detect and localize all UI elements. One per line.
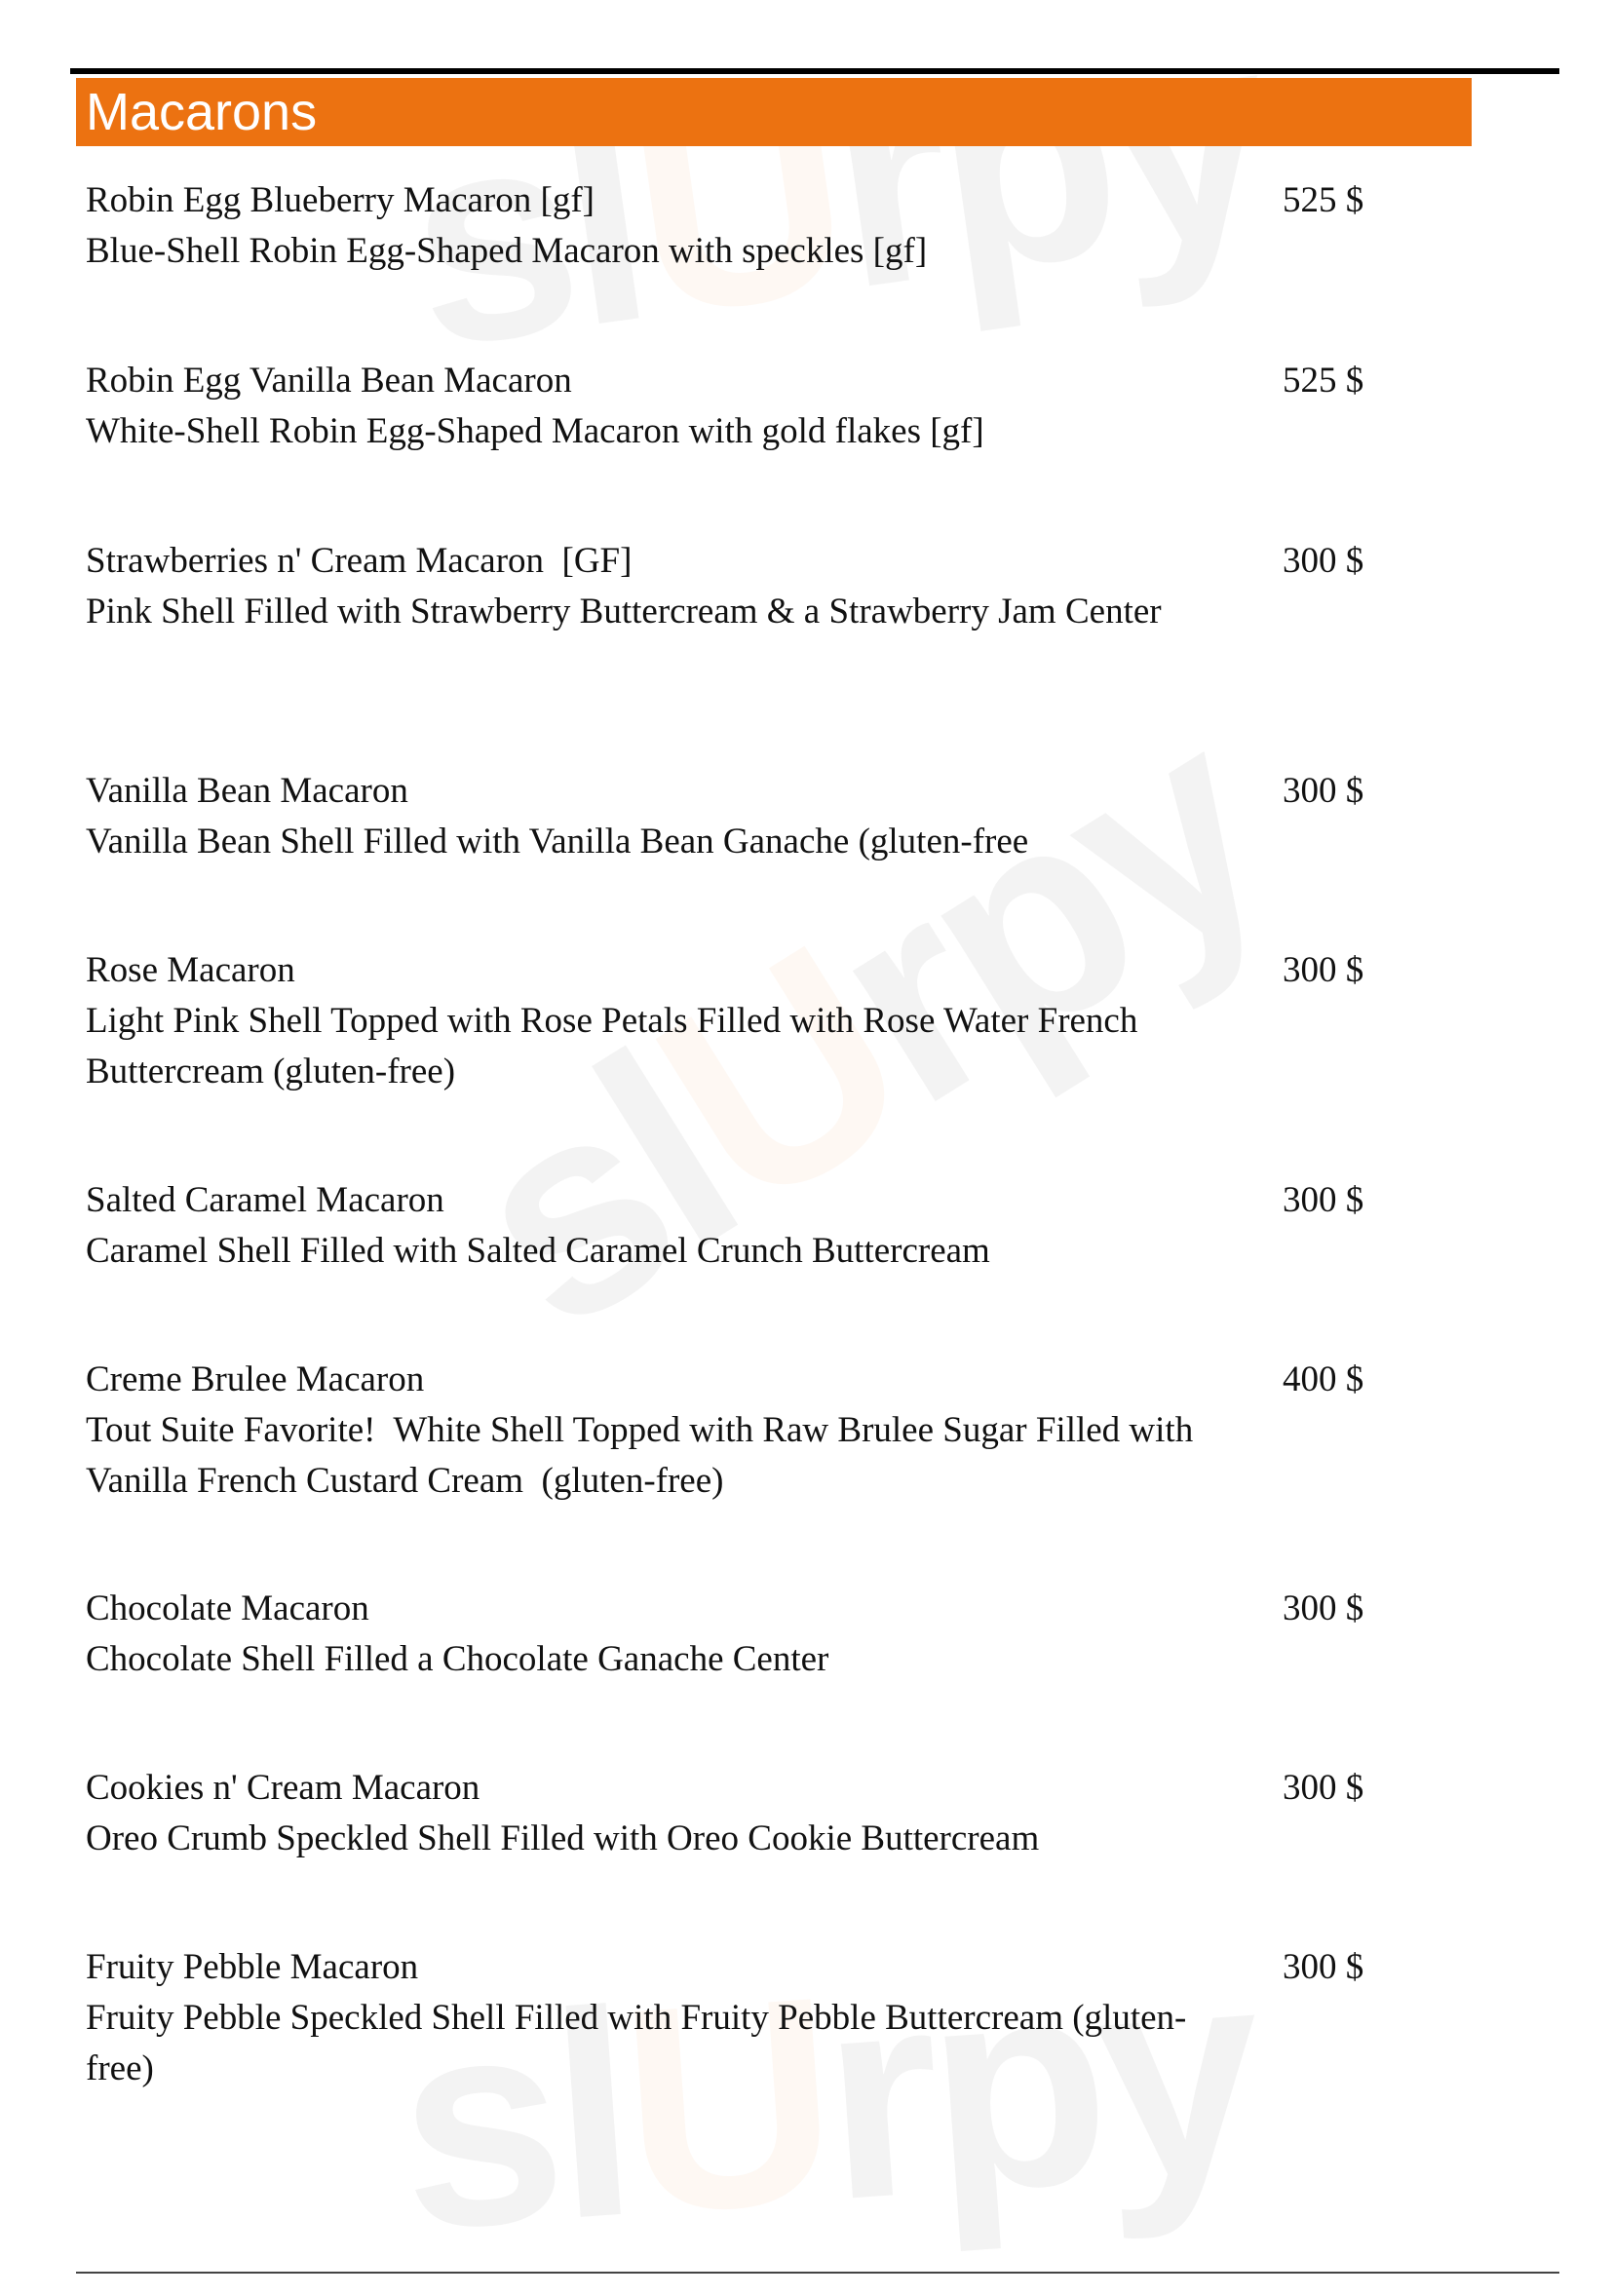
menu-item xyxy=(86,1763,1392,1864)
section-title: Macarons xyxy=(86,83,318,141)
item-price: 300 $ xyxy=(1283,771,1364,811)
menu-item xyxy=(86,1584,1392,1685)
item-name: Cookies n' Cream Macaron xyxy=(86,1768,480,1808)
item-price: 525 $ xyxy=(1283,180,1364,220)
item-description: Tout Suite Favorite! White Shell Topped with Raw Brulee Sugar Filled with Vanilla French Custard Cream (gluten-free) xyxy=(86,1410,1202,1501)
item-price: 300 $ xyxy=(1283,1947,1364,1987)
item-description: Light Pink Shell Topped with Rose Petals Filled with Rose Water French Buttercream (gluten-free) xyxy=(86,1001,1147,1091)
menu-item xyxy=(86,945,1392,1097)
menu-item xyxy=(86,175,1392,277)
item-name: Strawberries n' Cream Macaron [GF] xyxy=(86,541,633,581)
menu-item xyxy=(86,1942,1392,2094)
menu-item xyxy=(86,536,1392,637)
item-name: Vanilla Bean Macaron xyxy=(86,771,408,811)
item-price: 300 $ xyxy=(1283,541,1364,581)
item-price: 300 $ xyxy=(1283,950,1364,990)
item-price: 525 $ xyxy=(1283,361,1364,401)
item-price: 300 $ xyxy=(1283,1180,1364,1220)
item-description: Blue-Shell Robin Egg-Shaped Macaron with speckles [gf] xyxy=(86,231,928,271)
item-description: Chocolate Shell Filled a Chocolate Ganache Center xyxy=(86,1639,829,1679)
item-description: Oreo Crumb Speckled Shell Filled with Oreo Cookie Buttercream xyxy=(86,1818,1040,1858)
item-description: Fruity Pebble Speckled Shell Filled with Fruity Pebble Buttercream (gluten-free) xyxy=(86,1998,1187,2088)
item-name: Robin Egg Vanilla Bean Macaron xyxy=(86,361,572,401)
bottom-divider xyxy=(76,2272,1559,2274)
menu-item xyxy=(86,766,1392,867)
item-description: Vanilla Bean Shell Filled with Vanilla Bean Ganache (gluten-free xyxy=(86,822,1029,861)
item-description: White-Shell Robin Egg-Shaped Macaron with gold flakes [gf] xyxy=(86,411,984,451)
item-price: 300 $ xyxy=(1283,1768,1364,1808)
item-description: Caramel Shell Filled with Salted Caramel Crunch Buttercream xyxy=(86,1231,990,1271)
item-price: 400 $ xyxy=(1283,1359,1364,1399)
item-name: Salted Caramel Macaron xyxy=(86,1180,444,1220)
item-name: Fruity Pebble Macaron xyxy=(86,1947,419,1987)
top-divider xyxy=(70,68,1559,74)
item-name: Chocolate Macaron xyxy=(86,1588,369,1628)
item-name: Creme Brulee Macaron xyxy=(86,1359,425,1399)
item-name: Rose Macaron xyxy=(86,950,295,990)
menu-item xyxy=(86,356,1392,457)
menu-item xyxy=(86,1355,1392,1507)
item-description: Pink Shell Filled with Strawberry Buttercream & a Strawberry Jam Center xyxy=(86,592,1162,631)
section-header xyxy=(76,78,1472,146)
item-price: 300 $ xyxy=(1283,1588,1364,1628)
item-name: Robin Egg Blueberry Macaron [gf] xyxy=(86,180,595,220)
menu-item xyxy=(86,1175,1392,1277)
